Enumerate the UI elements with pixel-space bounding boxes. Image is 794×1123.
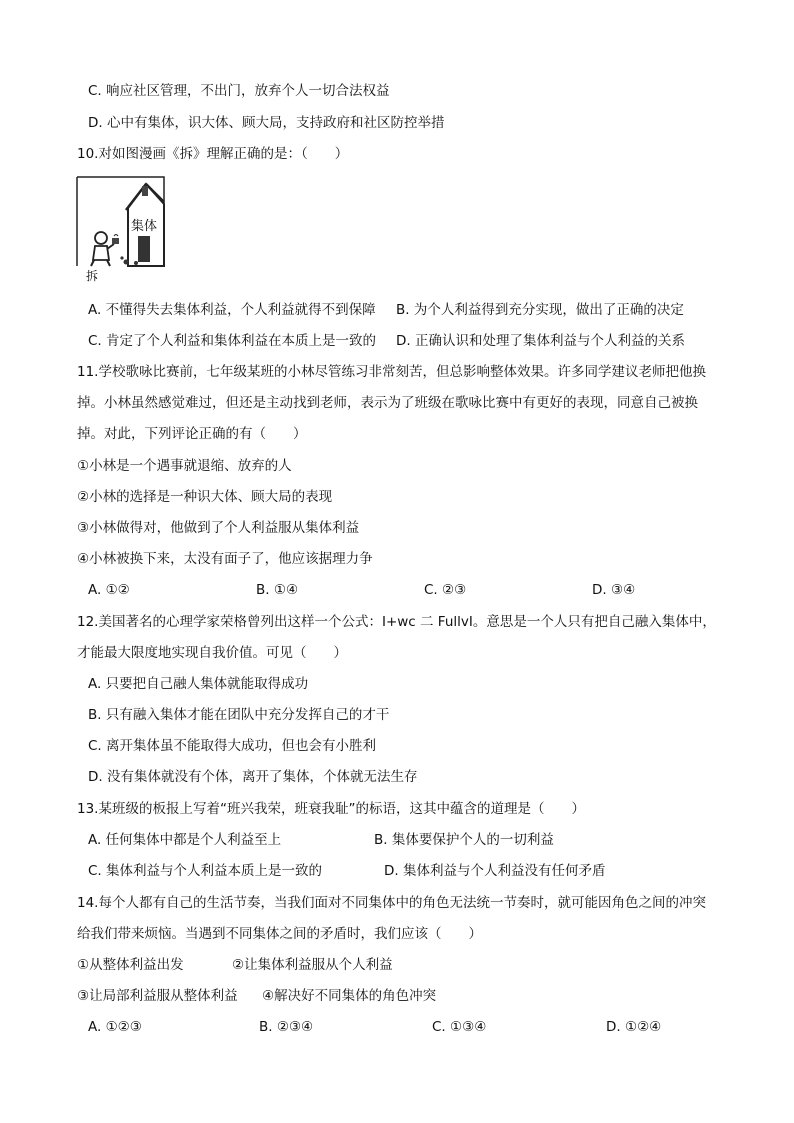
comic-demolish-image: [76, 176, 166, 268]
q11-statement-1: ①小林是一个遇事就退缩、放弃的人: [77, 458, 292, 474]
comic-drawing: [76, 176, 166, 268]
q11-statement-4: ④小林被换下来，太没有面子了，他应该据理力争: [77, 551, 373, 567]
q13-option-a: A. 任何集体中都是个人利益至上: [88, 832, 282, 848]
q10-option-b: B. 为个人利益得到充分实现，做出了正确的决定: [396, 302, 684, 318]
q12-option-a: A. 只要把自己融人集体就能取得成功: [88, 676, 309, 692]
comic-building-text: 集体: [131, 219, 158, 234]
q14-option-b: B. ②③④: [259, 1019, 314, 1035]
q11-statement-3: ③小林做得对，他做到了个人利益服从集体利益: [77, 520, 360, 536]
q14-statement-3: ③让局部利益服从整体利益: [77, 988, 238, 1004]
q13-stem: 13.某班级的板报上写着“班兴我荣，班衰我耻”的标语，这其中蕴含的道理是（ ）: [77, 801, 585, 817]
q11-option-a: A. ①②: [88, 582, 130, 598]
q11-stem-line-3: 掉。对此，下列评论正确的有（ ）: [77, 426, 307, 442]
q11-option-d: D. ③④: [592, 582, 636, 598]
q14-option-a: A. ①②③: [88, 1019, 142, 1035]
q11-option-c: C. ②③: [424, 582, 467, 598]
q14-stem-line-2: 给我们带来烦恼。当遇到不同集体之间的矛盾时，我们应该（ ）: [77, 926, 482, 942]
q14-statement-4: ④解决好不同集体的角色冲突: [262, 988, 437, 1004]
q14-stem-line-1: 14.每个人都有自己的生活节奏，当我们面对不同集体中的角色无法统一节奏时，就可能因角色之间的冲突: [77, 895, 706, 911]
q14-statement-1: ①从整体利益出发: [77, 957, 184, 973]
q13-option-b: B. 集体要保护个人的一切利益: [374, 832, 554, 848]
comic-caption: 拆: [86, 269, 99, 283]
q11-stem-line-1: 11.学校歌咏比赛前，七年级某班的小林尽管练习非常刻苦，但总影响整体效果。许多同学建议老师把他换: [77, 364, 706, 380]
q12-stem-line-1: 12.美国著名的心理学家荣格曾列出这样一个公式：I+wc 二 FullvI。意思是一个人只有把自己融入集体中，: [77, 614, 716, 630]
q10-option-a: A. 不懂得失去集体利益，个人利益就得不到保障: [88, 302, 376, 318]
q14-option-c: C. ①③④: [432, 1019, 487, 1035]
q12-option-c: C. 离开集体虽不能取得大成功，但也会有小胜利: [88, 738, 377, 754]
q13-option-d: D. 集体利益与个人利益没有任何矛盾: [384, 863, 606, 879]
q11-statement-2: ②小林的选择是一种识大体、顾大局的表现: [77, 489, 333, 505]
q9-option-c: C. 响应社区管理，不出门，放弃个人一切合法权益: [88, 83, 390, 99]
q14-statement-2: ②让集体利益服从个人利益: [232, 957, 393, 973]
q13-option-c: C. 集体利益与个人利益本质上是一致的: [88, 863, 323, 879]
q11-option-b: B. ①④: [256, 582, 299, 598]
q9-option-d: D. 心中有集体，识大体、顾大局，支持政府和社区防控举措: [88, 115, 445, 131]
q12-option-d: D. 没有集体就没有个体，离开了集体，个体就无法生存: [88, 769, 418, 785]
q14-option-d: D. ①②④: [606, 1019, 662, 1035]
q11-stem-line-2: 掉。小林虽然感觉难过，但还是主动找到老师，表示为了班级在歌咏比赛中有更好的表现，同意自己被换: [77, 395, 698, 411]
q10-option-d: D. 正确认识和处理了集体利益与个人利益的关系: [396, 333, 685, 349]
q12-option-b: B. 只有融入集体才能在团队中充分发挥自己的才干: [88, 707, 390, 723]
q12-stem-line-2: 才能最大限度地实现自我价值。可见（ ）: [77, 645, 347, 661]
q10-stem: 10.对如图漫画《拆》理解正确的是：（ ）: [77, 146, 349, 162]
q10-option-c: C. 肯定了个人利益和集体利益在本质上是一致的: [88, 333, 377, 349]
